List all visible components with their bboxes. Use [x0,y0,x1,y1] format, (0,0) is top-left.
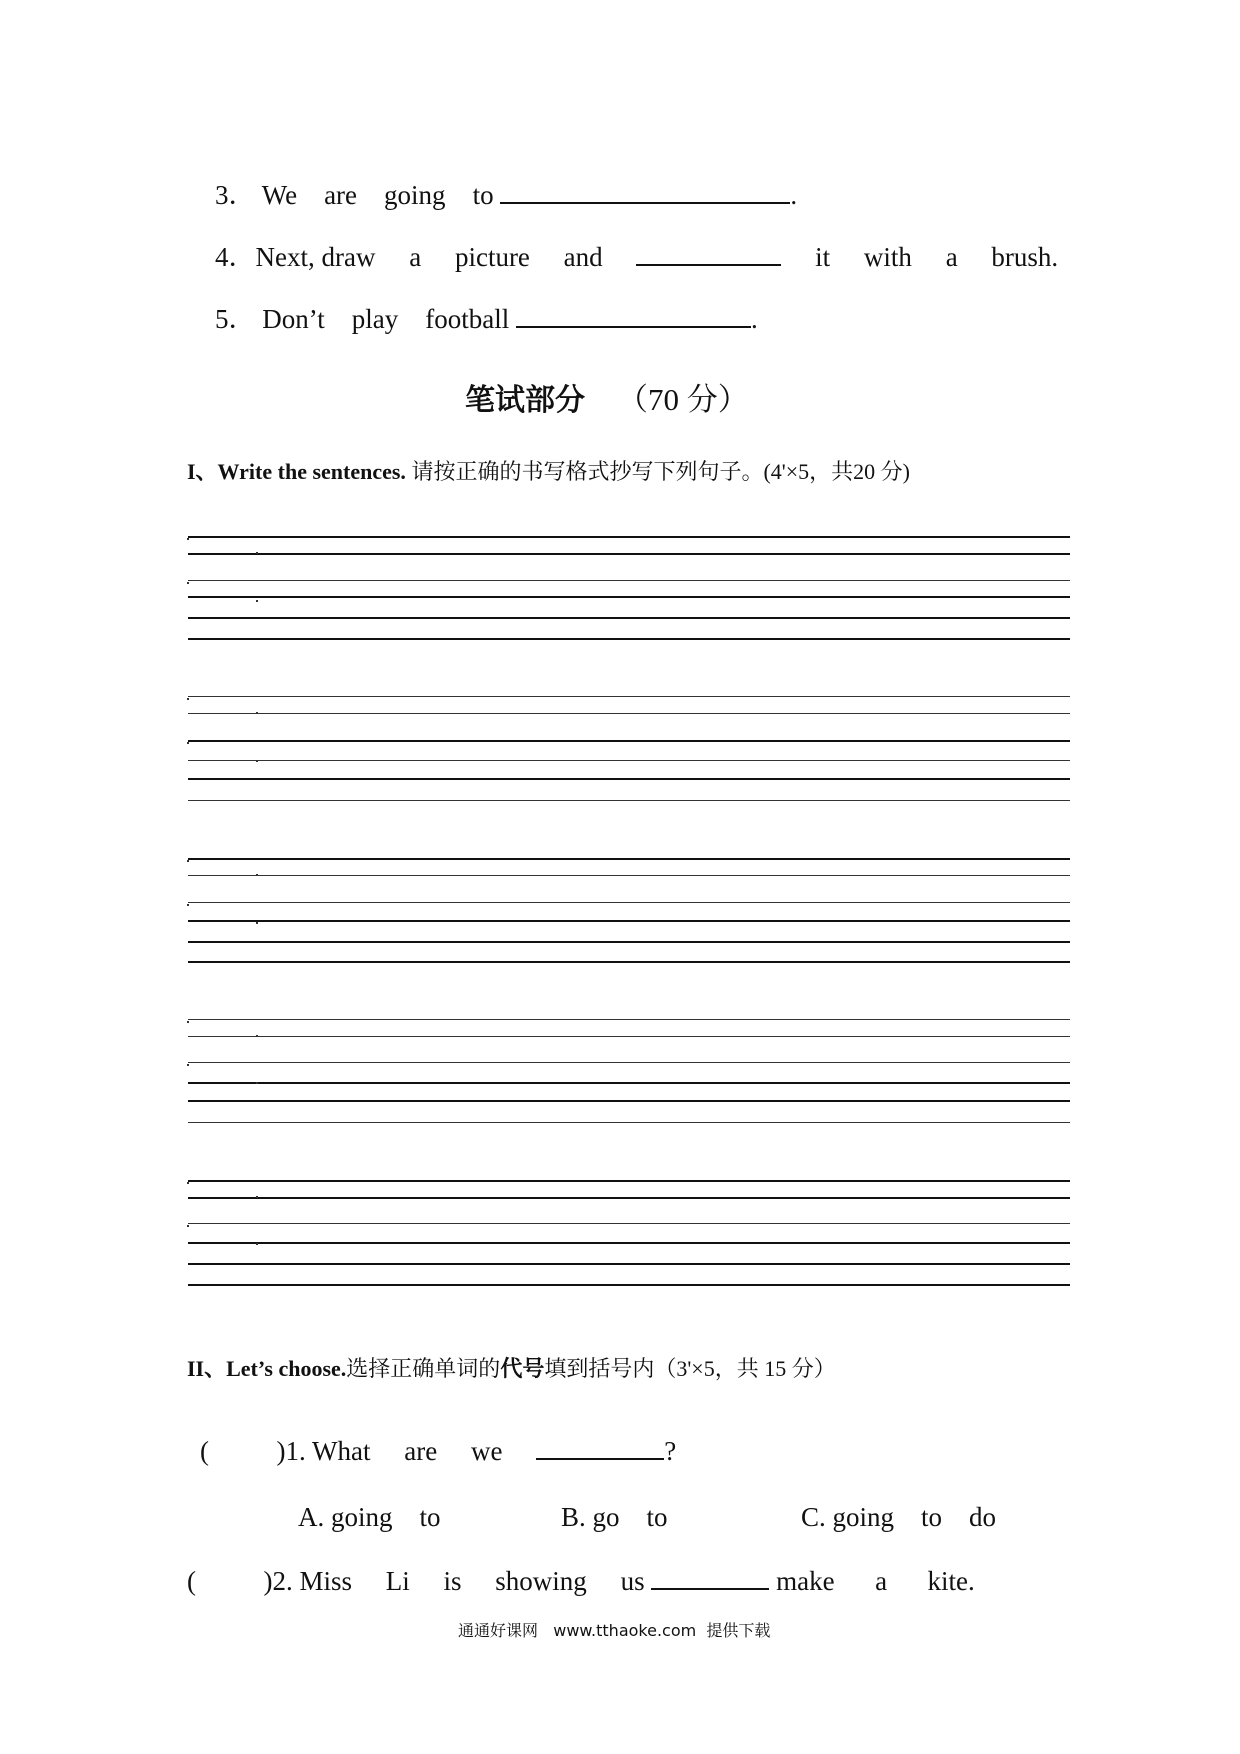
page-footer: 通通好课网 www.tthaoke.com 提供下载 [458,1621,771,1640]
q4-word: and [563,242,603,272]
q3-answer-blank[interactable] [500,180,790,204]
written-score: （70 分） [617,382,749,417]
q2-word: kite. [927,1566,975,1596]
q2-word: Miss [299,1566,353,1596]
written-section-title [465,374,749,419]
q2-word: is [443,1566,462,1596]
q2-paren-close: ) [263,1566,273,1596]
q3-word: are [324,180,358,210]
q5-word: Don’t [262,304,325,334]
q4-word: it [815,242,831,272]
q5-number: 5． [215,304,256,334]
q4-word: picture [454,242,530,272]
q5-period: . [751,304,758,334]
section-1-heading [187,455,910,486]
section-1-instruction: 请按正确的书写格式抄写下列句子。(4'×5，共20 分) [405,459,910,484]
q3-number: 3． [215,180,256,210]
q4-word: a [945,242,958,272]
choice-question-1 [200,1436,676,1467]
q1-paren-close: ) [276,1436,286,1466]
section-1-label: I、Write the sentences. [187,459,406,484]
q1-word: we [470,1436,503,1466]
q1-word: are [404,1436,438,1466]
q2-word: showing [495,1566,587,1596]
question-5 [215,297,758,336]
written-title: 笔试部分 [465,383,585,418]
q2-word: a [875,1566,888,1596]
section-2-instruction-bold: 代号 [500,1356,545,1381]
q4-answer-blank[interactable] [636,242,781,266]
q4-word: with [863,242,912,272]
q1-option-c[interactable]: C. going to do [801,1502,997,1532]
q3-word: to [472,180,494,210]
q1-option-b[interactable]: B. go to [561,1502,668,1532]
q4-number: 4． [215,242,256,272]
q5-word: play [351,304,399,334]
q2-paren-open: ( [187,1566,196,1596]
q1-option-a[interactable]: A. going to [298,1502,441,1532]
choice-question-2 [187,1566,975,1597]
q4-word: brush. [991,242,1059,272]
q4-word: a [409,242,422,272]
q5-word: football [425,304,510,334]
section-2-instruction: 选择正确单词的 [346,1356,501,1381]
section-2-heading [187,1352,836,1383]
q3-word: going [384,180,446,210]
q2-word: us [620,1566,645,1596]
section-2-instruction-end: 填到括号内（3'×5，共 15 分） [544,1356,836,1381]
q5-answer-blank[interactable] [516,304,751,328]
question-4 [215,235,1058,274]
q1-number: 1. [285,1436,306,1466]
section-2-label: II、Let’s choose. [187,1356,347,1381]
q1-word: What [312,1436,371,1466]
q3-period: . [790,180,798,210]
q3-word: We [261,180,298,210]
q2-number: 2. [272,1566,293,1596]
q4-word: Next, draw [255,242,376,272]
q1-question-mark: ? [664,1436,677,1466]
q2-word: Li [385,1566,410,1596]
q2-blank [651,1566,769,1590]
q2-word: make [776,1566,835,1596]
q1-blank [536,1436,664,1460]
question-3 [215,173,797,212]
q1-paren-open: ( [200,1436,209,1466]
